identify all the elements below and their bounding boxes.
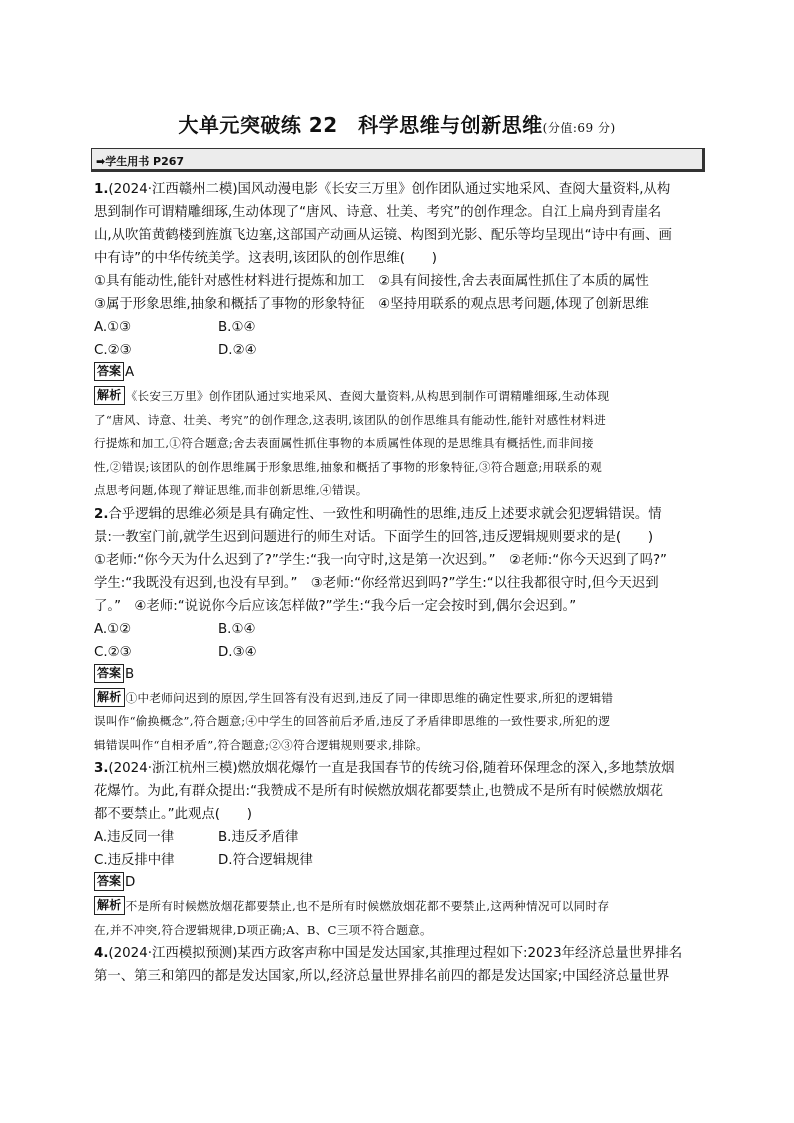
question-4 bbox=[94, 942, 706, 988]
question-list bbox=[94, 178, 706, 988]
option-c: C.②③ bbox=[94, 343, 132, 358]
score-note: (分值:69 分) bbox=[542, 121, 616, 135]
explain-tag: 解析 bbox=[94, 896, 125, 915]
question-line: 景:一教室门前,就学生迟到问题进行的师生对话。下面学生的回答,违反逻辑规则要求的是( ) bbox=[94, 529, 654, 545]
option-b: B.①④ bbox=[218, 320, 256, 335]
option-b: B.违反矛盾律 bbox=[218, 830, 299, 845]
question-2 bbox=[94, 503, 706, 758]
options-row bbox=[94, 316, 706, 339]
explain-tag: 解析 bbox=[94, 386, 125, 405]
statement-line: ①具有能动性,能针对感性材料进行提炼和加工 ②具有间接性,舍去表面属性抓住了本质的属性 bbox=[94, 274, 649, 289]
explanation-line: 在,并不冲突,符合逻辑规律,D项正确;A、B、C三项不符合题意。 bbox=[94, 922, 432, 937]
explanation-line: 性,②错误;该团队的创作思维属于形象思维,抽象和概括了事物的形象特征,③符合题意;用联系的观 bbox=[94, 459, 603, 474]
options-row bbox=[94, 618, 706, 641]
option-c: C.②③ bbox=[94, 644, 132, 660]
answer-tag: 答案 bbox=[94, 362, 124, 381]
answer-row bbox=[94, 872, 706, 895]
option-d: D.③④ bbox=[218, 644, 257, 660]
question-number: 3 bbox=[94, 761, 104, 776]
option-a: A.违反同一律 bbox=[94, 830, 175, 845]
question-number: 4 bbox=[94, 946, 104, 961]
question-line: 第一、第三和第四的都是发达国家,所以,经济总量世界排名前四的都是发达国家;中国经济总量世界 bbox=[94, 969, 670, 984]
answer-tag: 答案 bbox=[94, 664, 124, 683]
question-line: 学生:“我既没有迟到,也没有早到。” ③老师:“你经常迟到吗?”学生:“以往我都很守时,但今天迟到 bbox=[94, 575, 659, 591]
explanation-line: 了“唐风、诗意、壮美、考究”的创作理念,这表明,该团队的创作思维具有能动性,能针对感性材料进 bbox=[94, 412, 607, 427]
explanation-line: 点思考问题,体现了辩证思维,而非创新思维,④错误。 bbox=[94, 483, 368, 497]
answer-value: D bbox=[125, 875, 136, 890]
question-line: 3.(2024·浙江杭州三模)燃放烟花爆竹一直是我国春节的传统习俗,随着环保理念的深入,多地禁放烟 bbox=[94, 761, 675, 776]
answer-row bbox=[94, 362, 706, 385]
answer-value: A bbox=[125, 365, 135, 380]
explanation-line bbox=[94, 385, 706, 409]
question-3 bbox=[94, 757, 706, 942]
options-row bbox=[94, 849, 706, 872]
question-line: 都不要禁止。”此观点( ) bbox=[94, 807, 252, 822]
option-a: A.①③ bbox=[94, 320, 132, 335]
question-text: (2024·江西赣州二模)国风动漫电影《长安三万里》创作团队通过实地采风、查阅大量资料,从构 bbox=[108, 182, 671, 197]
explanation-text: 《长安三万里》创作团队通过实地采风、查阅大量资料,从构思到制作可谓精雕细琢,生动体现 bbox=[125, 389, 610, 403]
question-line: ①老师:“你今天为什么迟到了?”学生:“我一向守时,这是第一次迟到。” ②老师:“你今天迟到了吗?” bbox=[94, 552, 667, 568]
options-row bbox=[94, 339, 706, 362]
question-line: 思到制作可谓精雕细琢,生动体现了“唐风、诗意、壮美、考究”的创作理念。自江上扁舟到青崖名 bbox=[94, 205, 662, 220]
question-number: 1 bbox=[94, 182, 104, 197]
book-page-ref: 学生用书 P267 bbox=[105, 155, 185, 168]
options-row bbox=[94, 641, 706, 664]
statement-line: ③属于形象思维,抽象和概括了事物的形象特征 ④坚持用联系的观点思考问题,体现了创新思维 bbox=[94, 297, 649, 312]
question-line: 4.(2024·江西模拟预测)某西方政客声称中国是发达国家,其推理过程如下:2023年经济总量世界排名 bbox=[94, 946, 683, 961]
question-line: 了。” ④老师:“说说你今后应该怎样做?”学生:“我今后一定会按时到,偶尔会迟到。” bbox=[94, 598, 577, 614]
option-b: B.①④ bbox=[218, 621, 256, 637]
section-bar bbox=[91, 148, 705, 172]
answer-row bbox=[94, 664, 706, 687]
answer-tag: 答案 bbox=[94, 872, 124, 891]
explanation-text: ①中老师问迟到的原因,学生回答有没有迟到,违反了同一律即思维的确定性要求,所犯的逻辑错 bbox=[125, 690, 614, 705]
question-line: 中有诗”的中华传统美学。这表明,该团队的创作思维( ) bbox=[94, 251, 438, 266]
question-line: 山,从吹笛黄鹤楼到旌旗飞边塞,这部国产动画从运镜、构图到光影、配乐等均呈现出“诗中有画、画 bbox=[94, 228, 672, 243]
options-row bbox=[94, 826, 706, 849]
question-line: 花爆竹。为此,有群众提出:“我赞成不是所有时候燃放烟花都要禁止,也赞成不是所有时候燃放烟花 bbox=[94, 784, 663, 799]
answer-value: B bbox=[125, 666, 135, 682]
question-1 bbox=[94, 178, 706, 503]
option-d: D.符合逻辑规律 bbox=[218, 853, 313, 868]
explanation-line: 行提炼和加工,①符合题意;舍去表面属性抓住事物的本质属性体现的是思维具有概括性,而非间接 bbox=[94, 436, 594, 450]
explanation-line bbox=[94, 895, 706, 919]
explain-tag: 解析 bbox=[94, 688, 125, 707]
section-bar-label: ➡学生用书 P267 bbox=[96, 155, 185, 168]
question-line: 2.合乎逻辑的思维必须是具有确定性、一致性和明确性的思维,违反上述要求就会犯逻辑错误。情 bbox=[94, 506, 662, 522]
explanation-line bbox=[94, 687, 706, 711]
title-text: 大单元突破练 22 科学思维与创新思维 bbox=[178, 113, 543, 137]
question-text: (2024·浙江杭州三模)燃放烟花爆竹一直是我国春节的传统习俗,随着环保理念的深入,多地禁放烟 bbox=[108, 761, 675, 776]
question-line: 1.(2024·江西赣州二模)国风动漫电影《长安三万里》创作团队通过实地采风、查阅大量资料,从构 bbox=[94, 182, 671, 197]
explanation-line: 辑错误叫作“自相矛盾”,符合题意;②③符合逻辑规则要求,排除。 bbox=[94, 737, 428, 752]
option-a: A.①② bbox=[94, 621, 132, 637]
option-c: C.违反排中律 bbox=[94, 853, 175, 868]
explanation-line: 误叫作“偷换概念”,符合题意;④中学生的回答前后矛盾,违反了矛盾律即思维的一致性要求,所犯的逻 bbox=[94, 714, 611, 728]
question-text: 合乎逻辑的思维必须是具有确定性、一致性和明确性的思维,违反上述要求就会犯逻辑错误。情 bbox=[108, 506, 662, 522]
question-number: 2 bbox=[94, 506, 104, 522]
question-text: (2024·江西模拟预测)某西方政客声称中国是发达国家,其推理过程如下:2023年经济总量世界排名 bbox=[108, 946, 683, 961]
option-d: D.②④ bbox=[218, 343, 257, 358]
explanation-text: 不是所有时候燃放烟花都要禁止,也不是所有时候燃放烟花都不要禁止,这两种情况可以同时存 bbox=[125, 899, 610, 913]
page-title bbox=[0, 109, 794, 138]
